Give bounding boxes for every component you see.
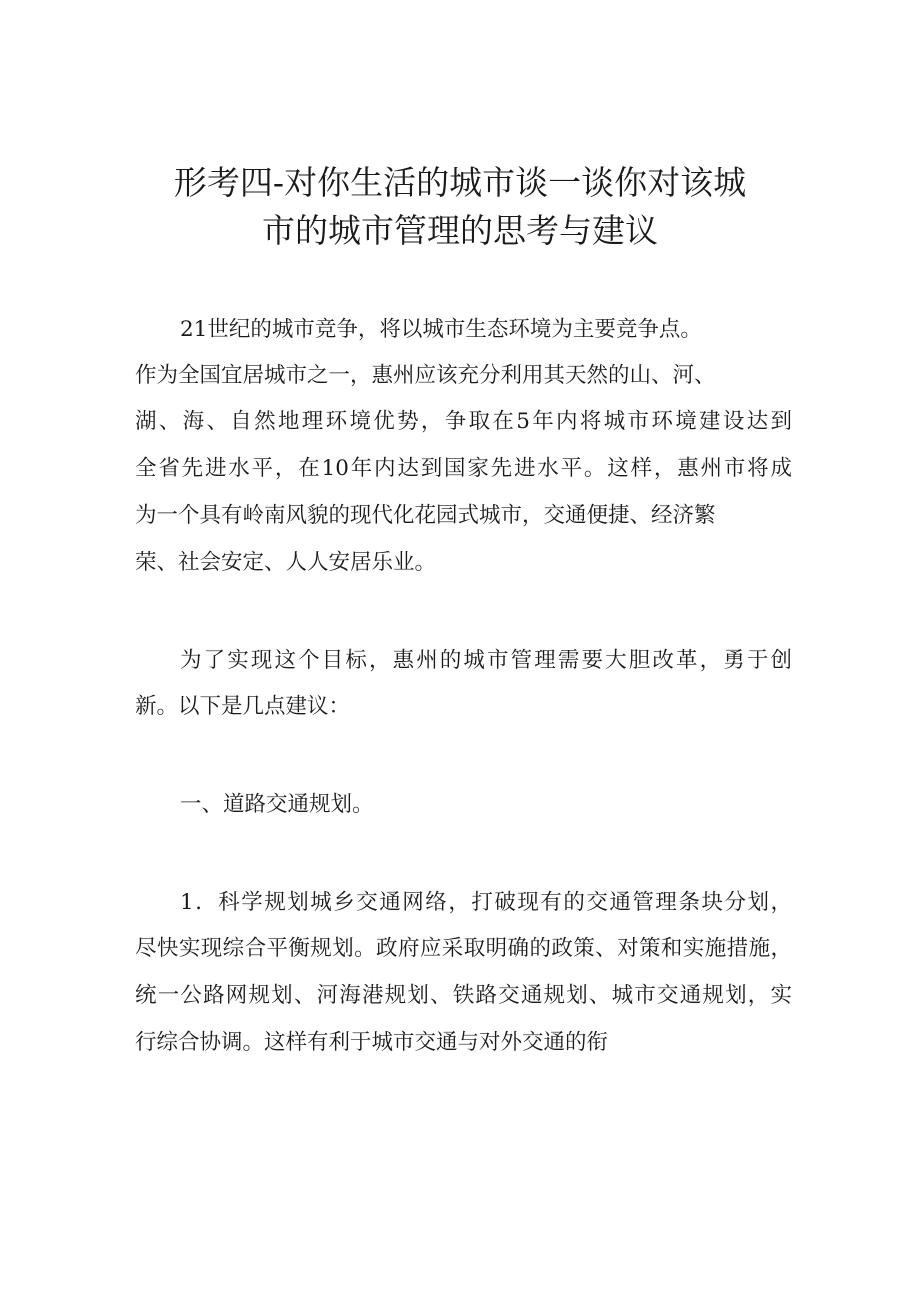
paragraph-4-line-2: 尽快实现综合平衡规划。政府应采取明确的政策、对策和实施措施， (135, 936, 792, 961)
paragraph-1-line-6: 荣、社会安定、人人安居乐业。 (135, 550, 437, 575)
paragraph-4-line-3: 统一公路网规划、河海港规划、铁路交通规划、城市交通规划，实 (135, 983, 792, 1008)
paragraph-1-line-2: 作为全国宜居城市之一，惠州应该充分利用其天然的山、河、 (135, 363, 716, 388)
paragraph-2-line-2: 新。以下是几点建议： (135, 694, 351, 719)
paragraph-2-line-1: 为了实现这个目标，惠州的城市管理需要大胆改革，勇于创 (180, 648, 792, 673)
paragraph-1-line-3: 湖、海、自然地理环境优势，争取在5年内将城市环境建设达到 (135, 409, 792, 434)
paragraph-1-line-1: 21世纪的城市竞争，将以城市生态环境为主要竞争点。 (180, 317, 702, 342)
paragraph-4-line-4: 行综合协调。这样有利于城市交通与对外交通的衔 (135, 1030, 609, 1055)
section-heading-road-traffic: 一、道路交通规划。 (180, 792, 374, 817)
paragraph-1-line-4: 全省先进水平，在10年内达到国家先进水平。这样，惠州市将成 (135, 456, 792, 481)
paragraph-4-line-1: 1．科学规划城乡交通网络，打破现有的交通管理条块分划， (180, 890, 792, 915)
paragraph-1-line-5: 为一个具有岭南风貌的现代化花园式城市，交通便捷、经济繁 (135, 503, 716, 528)
document-title-line-2: 市的城市管理的思考与建议 (262, 211, 658, 250)
document-title-line-1: 形考四-对你生活的城市谈一谈你对该城 (173, 163, 747, 202)
